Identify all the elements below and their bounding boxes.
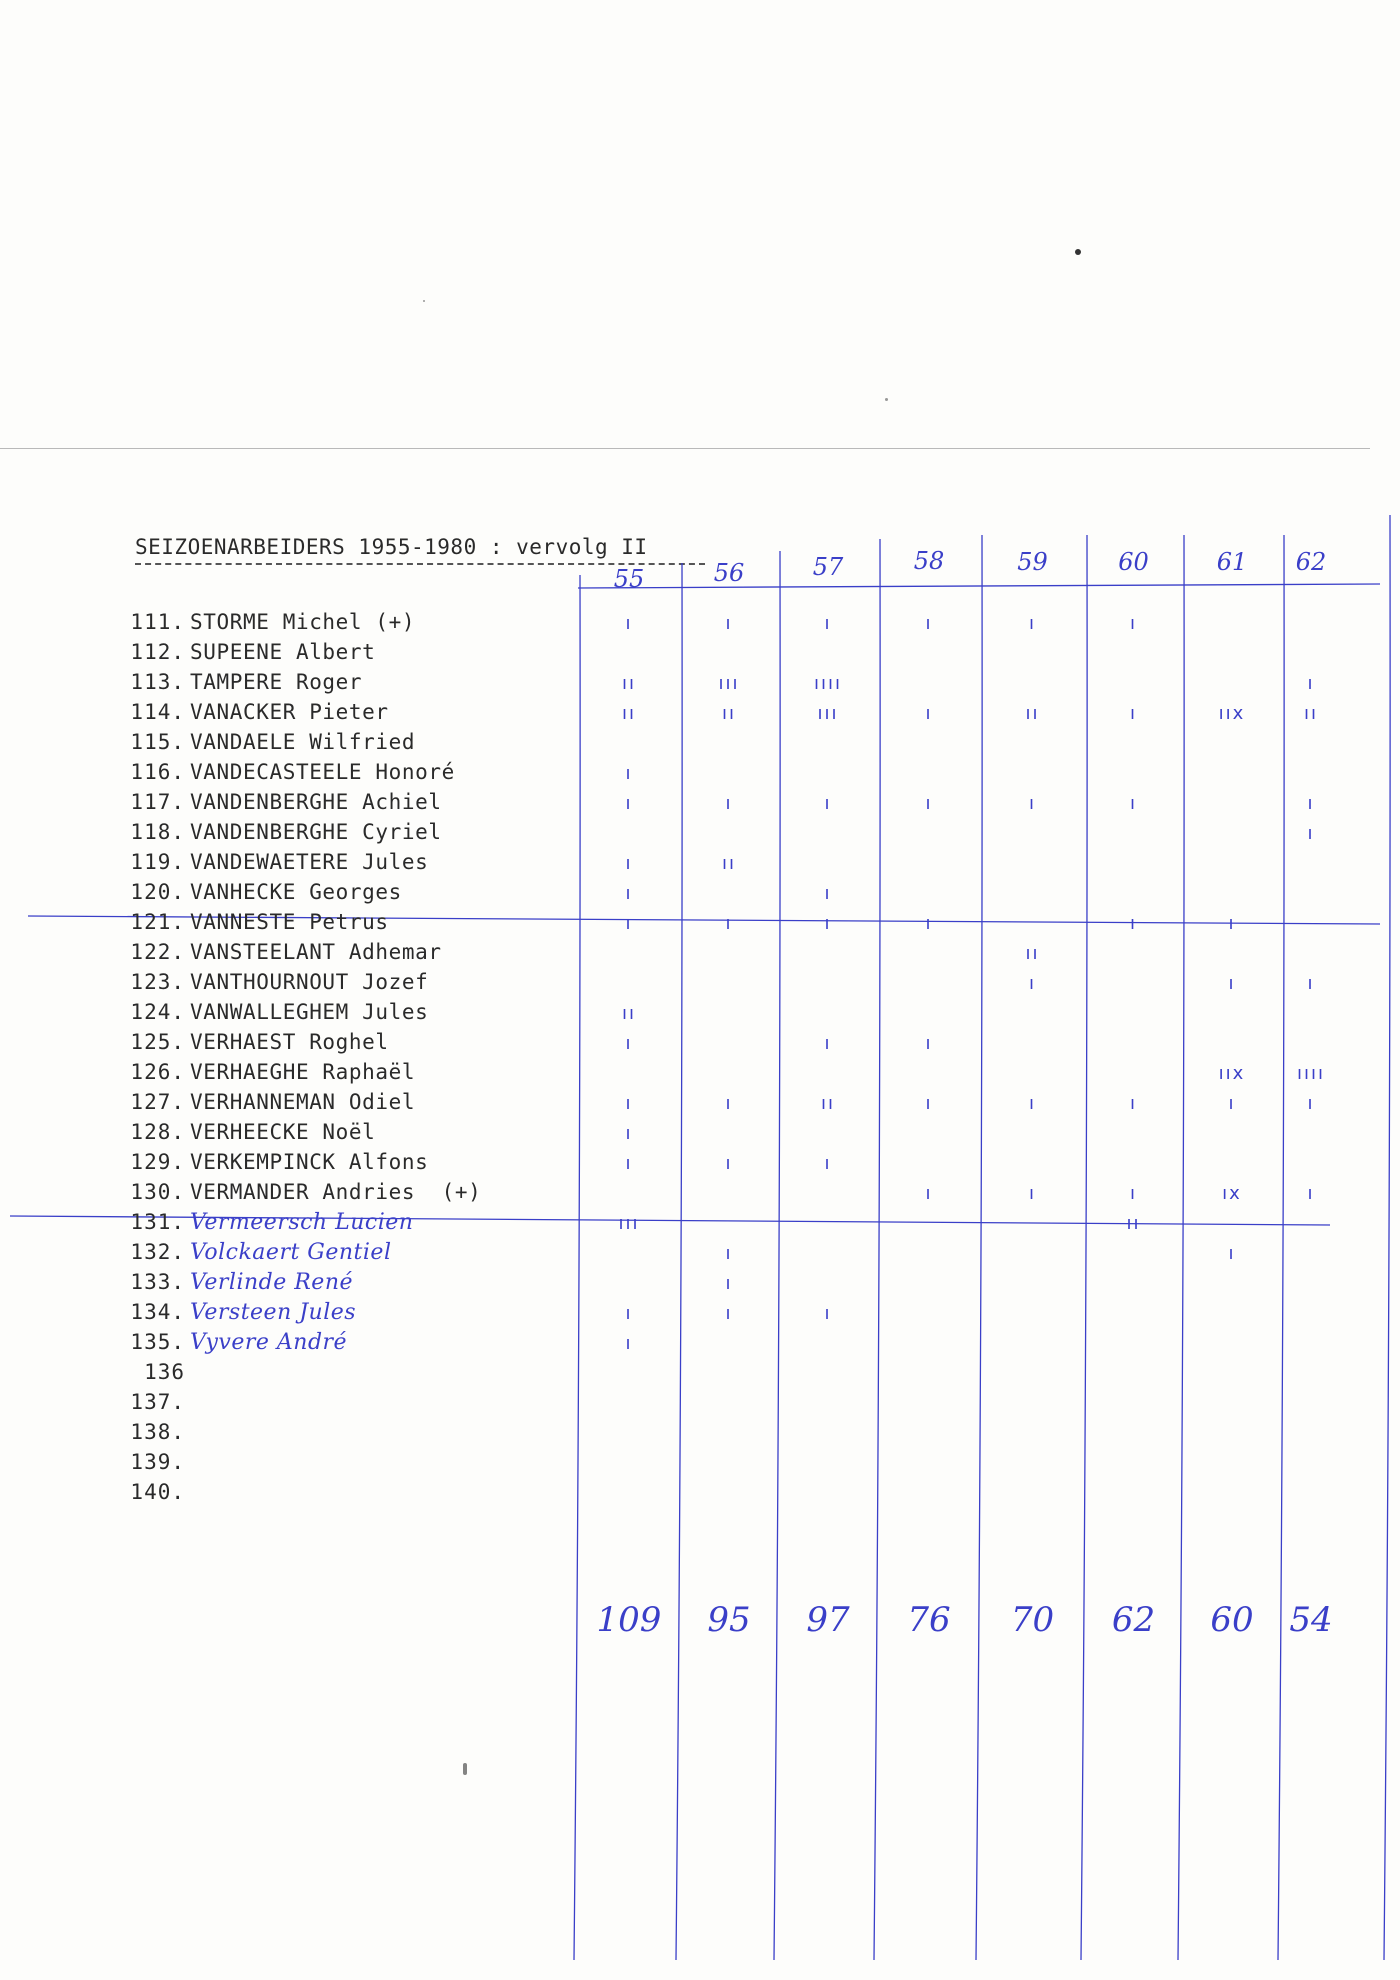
tally-mark: ı (925, 1093, 933, 1114)
worker-row (110, 610, 570, 640)
tally-mark: ı (1228, 973, 1236, 994)
worker-row (110, 1060, 570, 1090)
tally-mark: ıı (820, 1093, 836, 1114)
tally-mark: ı (625, 883, 633, 904)
row-number: 117. (130, 790, 185, 814)
tally-mark: ıı (721, 703, 737, 724)
tally-mark: ı (725, 793, 733, 814)
worker-row (110, 1270, 570, 1300)
worker-name: Versteen Jules (190, 1300, 357, 1325)
worker-row (110, 1420, 570, 1450)
worker-name: VANDENBERGHE Cyriel (190, 820, 442, 844)
row-number: 113. (130, 670, 185, 694)
worker-row (110, 640, 570, 670)
column-line (574, 575, 580, 1960)
column-line (1178, 535, 1184, 1960)
worker-name: VANDECASTEELE Honoré (190, 760, 455, 784)
tally-mark: ı (625, 1033, 633, 1054)
column-line (1081, 535, 1087, 1960)
tally-mark: ı (1129, 793, 1138, 814)
tally-mark: ı (824, 1153, 832, 1174)
column-total: 62 (1111, 1600, 1156, 1640)
tally-mark: ı (925, 1033, 933, 1054)
row-number: 119. (130, 850, 185, 874)
row-number: 124. (130, 1000, 185, 1024)
tally-mark: ıı (1126, 1213, 1141, 1234)
tally-mark: ı (1228, 1093, 1236, 1114)
tally-mark: ı (925, 1183, 933, 1204)
row-number: 112. (130, 640, 185, 664)
tally-mark: ı (824, 793, 832, 814)
column-total: 60 (1210, 1600, 1254, 1640)
tally-mark: ıı (1025, 943, 1040, 964)
tally-mark: ı (1307, 673, 1315, 694)
row-number: 116. (130, 760, 185, 784)
worker-row (110, 1120, 570, 1150)
year-header: 60 (1118, 548, 1149, 576)
tally-mark: ı (1028, 973, 1037, 994)
row-number: 121. (130, 910, 185, 934)
worker-row (110, 970, 570, 1000)
worker-name: VANNESTE Petrus (190, 910, 389, 934)
tally-mark: ı (625, 793, 633, 814)
header-rule (578, 584, 1380, 588)
tally-mark: ı (1028, 1183, 1037, 1204)
year-header: 62 (1295, 548, 1327, 576)
tally-mark: ı (925, 613, 933, 634)
tally-mark: ı (1129, 613, 1138, 634)
worker-row (110, 1030, 570, 1060)
row-number: 137. (130, 1390, 185, 1414)
worker-row (110, 730, 570, 760)
worker-name: VERHAEST Roghel (190, 1030, 389, 1054)
tally-mark: ı (1228, 913, 1236, 934)
column-total: 97 (806, 1600, 850, 1640)
row-number: 111. (130, 610, 185, 634)
tally-mark: ıı (1303, 703, 1319, 724)
worker-name: SUPEENE Albert (190, 640, 376, 664)
tally-mark: ı (725, 1273, 733, 1294)
column-line (676, 563, 682, 1960)
worker-row (110, 940, 570, 970)
tally-mark: ı (1028, 1093, 1037, 1114)
worker-name: VERMANDER Andries (+) (190, 1180, 482, 1204)
tally-mark: ı (1129, 913, 1138, 934)
column-line (774, 551, 780, 1960)
row-number: 127. (130, 1090, 185, 1114)
tally-mark: ııx (1218, 1063, 1246, 1084)
tally-mark: ıııı (813, 673, 843, 694)
tally-mark: ı (625, 1123, 633, 1144)
tally-mark: ı (725, 1243, 733, 1264)
tally-mark: ı (1129, 703, 1138, 724)
worker-name: Volckaert Gentiel (190, 1240, 392, 1265)
tally-mark: ı (1028, 613, 1037, 634)
tally-mark: ıı (721, 853, 737, 874)
worker-row (110, 880, 570, 910)
tally-mark: ı (1028, 793, 1037, 814)
column-total: 95 (707, 1600, 751, 1640)
tally-mark: ı (824, 913, 832, 934)
worker-row (110, 910, 570, 940)
tally-mark: ıı (621, 673, 637, 694)
tally-mark: ııı (618, 1213, 640, 1234)
column-total: 109 (596, 1600, 662, 1640)
worker-row (110, 670, 570, 700)
worker-name: VANTHOURNOUT Jozef (190, 970, 429, 994)
worker-row (110, 850, 570, 880)
worker-row (110, 1240, 570, 1270)
worker-name: VANSTEELANT Adhemar (190, 940, 442, 964)
worker-name: STORME Michel (+) (190, 610, 416, 634)
worker-row (110, 1210, 570, 1240)
tally-mark: ı (824, 1033, 832, 1054)
tally-mark: ı (1307, 1183, 1315, 1204)
row-number: 140. (130, 1480, 185, 1504)
worker-row (110, 700, 570, 730)
tally-mark: ı (925, 703, 933, 724)
year-header: 57 (812, 553, 844, 581)
row-number: 114. (130, 700, 185, 724)
tally-mark: ı (1307, 1093, 1315, 1114)
column-line (976, 535, 982, 1960)
worker-row (110, 1150, 570, 1180)
column-total: 76 (907, 1600, 951, 1640)
worker-row (110, 1300, 570, 1330)
tally-mark: ı (625, 1153, 633, 1174)
row-number: 123. (130, 970, 185, 994)
row-number: 129. (130, 1150, 185, 1174)
worker-name: VANDEWAETERE Jules (190, 850, 429, 874)
tally-mark: ııx (1218, 703, 1246, 724)
worker-name: Verlinde René (190, 1270, 354, 1295)
tally-mark: ı (725, 1093, 733, 1114)
worker-name: VERHEECKE Noël (190, 1120, 376, 1144)
tally-mark: ıı (1025, 703, 1040, 724)
tally-mark: ı (725, 1153, 733, 1174)
year-header: 56 (713, 559, 745, 587)
tally-mark: ı (625, 913, 633, 934)
row-number: 120. (130, 880, 185, 904)
worker-name: VANHECKE Georges (190, 880, 402, 904)
tally-mark: ı (725, 1303, 733, 1324)
tally-mark: ııı (718, 673, 740, 694)
tally-mark: ı (824, 613, 832, 634)
tally-mark: ıııı (1296, 1063, 1326, 1084)
worker-row (110, 1180, 570, 1210)
worker-name: VANDENBERGHE Achiel (190, 790, 442, 814)
column-total: 70 (1010, 1600, 1055, 1640)
tally-mark: ı (625, 1093, 633, 1114)
tally-mark: ı (1307, 973, 1315, 994)
tally-mark: ı (1228, 1243, 1236, 1264)
year-header: 58 (913, 547, 945, 575)
worker-row (110, 1330, 570, 1360)
tally-mark: ı (725, 913, 733, 934)
tally-mark: ı (925, 913, 933, 934)
row-number: 128. (130, 1120, 185, 1144)
worker-name: VANWALLEGHEM Jules (190, 1000, 429, 1024)
column-total: 54 (1289, 1600, 1333, 1640)
tally-mark: ı (625, 853, 633, 874)
row-number: 136 (144, 1360, 185, 1384)
worker-name: VANDAELE Wilfried (190, 730, 416, 754)
row-number: 131. (130, 1210, 185, 1234)
document-title: SEIZOENARBEIDERS 1955-1980 : vervolg II (135, 535, 648, 559)
worker-name: TAMPERE Roger (190, 670, 363, 694)
tally-mark: ı (1129, 1093, 1138, 1114)
year-header: 59 (1017, 548, 1048, 576)
year-header: 55 (613, 565, 645, 593)
tally-mark: ıı (621, 1003, 637, 1024)
tally-mark: ı (1307, 823, 1315, 844)
worker-row (110, 1480, 570, 1510)
row-number: 130. (130, 1180, 185, 1204)
tally-mark: ı (625, 613, 633, 634)
tally-mark: ı (824, 1303, 832, 1324)
worker-name: VANACKER Pieter (190, 700, 389, 724)
worker-row (110, 1360, 570, 1390)
row-number: 135. (130, 1330, 185, 1354)
worker-row (110, 1450, 570, 1480)
tally-mark: ııı (817, 703, 839, 724)
row-number: 126. (130, 1060, 185, 1084)
tally-mark: ı (1129, 1183, 1138, 1204)
column-line (1278, 535, 1284, 1960)
tally-mark: ı (625, 1303, 633, 1324)
row-number: 133. (130, 1270, 185, 1294)
year-header: 61 (1216, 548, 1248, 576)
worker-row (110, 1000, 570, 1030)
worker-row (110, 790, 570, 820)
row-number: 132. (130, 1240, 185, 1264)
tally-mark: ı (625, 763, 633, 784)
worker-name: Vermeersch Lucien (190, 1210, 414, 1235)
worker-row (110, 820, 570, 850)
worker-name: Vyvere André (190, 1330, 348, 1355)
worker-name: VERHANNEMAN Odiel (190, 1090, 416, 1114)
row-number: 122. (130, 940, 185, 964)
row-number: 134. (130, 1300, 185, 1324)
row-number: 118. (130, 820, 185, 844)
column-line (874, 539, 880, 1960)
column-line (1384, 515, 1390, 1960)
tally-mark: ı (824, 883, 832, 904)
tally-mark: ı (925, 793, 933, 814)
worker-row (110, 760, 570, 790)
tally-mark: ı (725, 613, 733, 634)
tally-mark: ı (625, 1333, 633, 1354)
row-number: 139. (130, 1450, 185, 1474)
tally-mark: ıı (621, 703, 637, 724)
tally-mark: ıx (1222, 1183, 1242, 1204)
row-number: 138. (130, 1420, 185, 1444)
row-number: 125. (130, 1030, 185, 1054)
row-number: 115. (130, 730, 185, 754)
worker-row (110, 1390, 570, 1420)
worker-name: VERKEMPINCK Alfons (190, 1150, 429, 1174)
worker-name: VERHAEGHE Raphaël (190, 1060, 416, 1084)
worker-row (110, 1090, 570, 1120)
tally-mark: ı (1307, 793, 1315, 814)
